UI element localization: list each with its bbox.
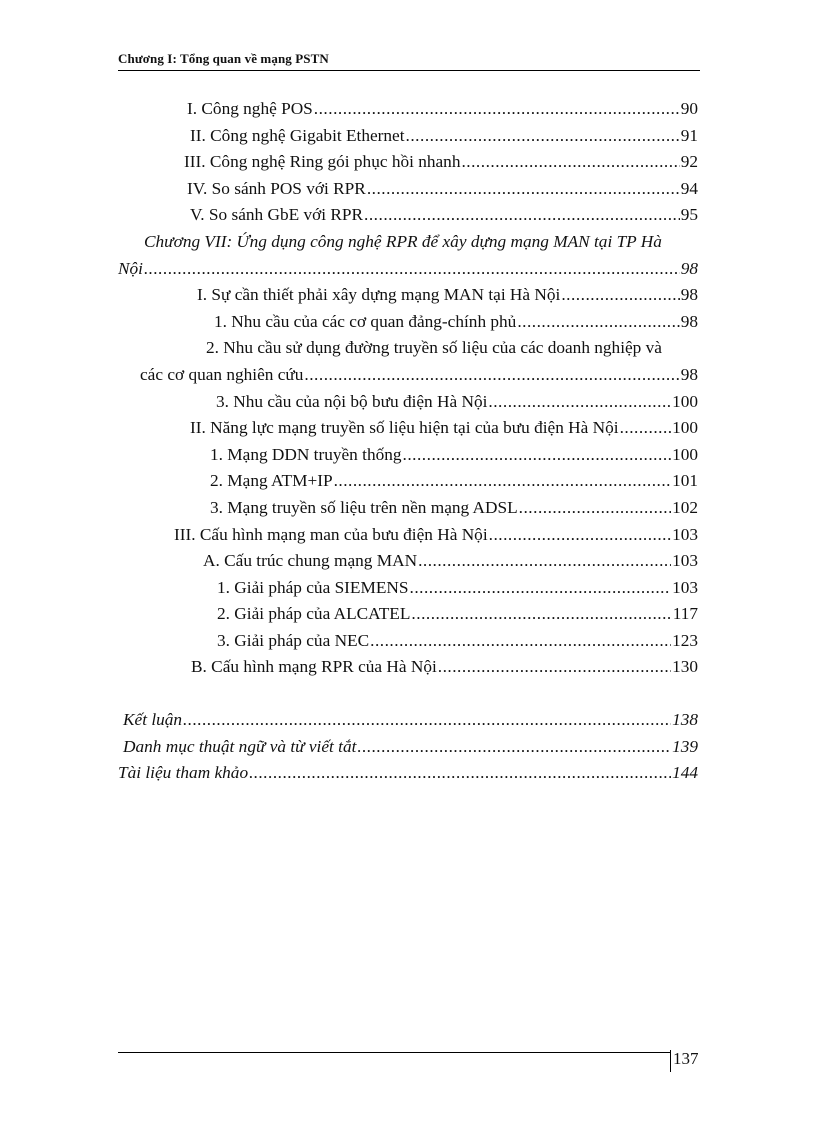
toc-entry-siemens[interactable] xyxy=(118,575,698,602)
toc-entry-internal-needs[interactable] xyxy=(118,389,698,416)
toc-entry-page: 90 xyxy=(680,99,698,118)
footer-page-bar xyxy=(670,1050,671,1072)
toc-entry-alcatel[interactable] xyxy=(118,601,698,628)
running-header xyxy=(118,50,700,71)
leader-dots xyxy=(438,654,671,681)
toc-entry-page: 98 xyxy=(680,285,698,305)
toc-entry-page: 103 xyxy=(672,524,698,544)
toc-entry-label: II. Năng lực mạng truyền số liệu hiện tại của bưu điện Hà Nội xyxy=(190,418,619,438)
toc-entry-page: 144 xyxy=(672,763,698,783)
toc-entry-page: 98 xyxy=(680,311,698,331)
leader-dots xyxy=(314,96,680,123)
toc-entry-label: 1. Giải pháp của SIEMENS xyxy=(217,577,409,597)
footer-divider xyxy=(118,1052,671,1053)
toc-entry-label: B. Cấu hình mạng RPR của Hà Nội xyxy=(191,657,437,677)
toc-entry-page: 101 xyxy=(672,471,698,491)
toc-entry-page: 100 xyxy=(672,444,698,464)
toc-entry-page: 98 xyxy=(680,258,698,278)
toc-entry-label: 2. Mạng ATM+IP xyxy=(210,471,333,491)
toc-entry-page: 100 xyxy=(672,391,698,411)
leader-dots xyxy=(249,760,671,787)
toc-entry-enterprise-needs[interactable] xyxy=(118,335,698,388)
toc-entry-label: I. Công nghệ POS xyxy=(187,99,313,118)
toc-entry-page: 138 xyxy=(672,710,698,730)
toc-entry-page: 139 xyxy=(672,736,698,756)
toc-entry-page: 98 xyxy=(680,364,698,384)
leader-dots xyxy=(517,309,679,336)
toc-entry-label: các cơ quan nghiên cứu xyxy=(140,364,304,384)
toc-entry-page: 100 xyxy=(672,418,698,438)
toc-entry-label: Kết luận xyxy=(123,710,183,730)
toc-entry-page: 95 xyxy=(680,205,698,225)
toc-entry-gigabit-ethernet[interactable] xyxy=(118,123,698,150)
leader-dots xyxy=(304,362,679,389)
toc-entry-page: 91 xyxy=(680,125,698,145)
toc-entry-chapter-7[interactable] xyxy=(118,229,698,282)
toc-entry-ring[interactable] xyxy=(118,149,698,176)
leader-dots xyxy=(519,495,671,522)
leader-dots xyxy=(410,575,672,602)
toc-entry-conclusion[interactable] xyxy=(118,707,698,734)
toc-entry-references[interactable] xyxy=(118,760,698,787)
toc-entry-label-line1: Chương VII: Ứng dụng công nghệ RPR để xây dựng mạng MAN tại TP Hà xyxy=(144,231,662,251)
toc-entry-page: 103 xyxy=(672,551,698,571)
toc-entry-capacity[interactable] xyxy=(118,415,698,442)
toc-entry-page: 117 xyxy=(672,604,698,624)
toc-entry-label: 2. Giải pháp của ALCATEL xyxy=(217,604,411,624)
toc-entry-label: II. Công nghệ Gigabit Ethernet xyxy=(190,125,405,145)
toc-entry-label: Nội xyxy=(118,258,143,278)
toc-entry-label: Tài liệu tham khảo xyxy=(118,763,249,783)
toc-entry-label: 1. Nhu cầu của các cơ quan đảng-chính phủ xyxy=(214,311,517,331)
toc-entry-page: 123 xyxy=(672,630,698,650)
leader-dots xyxy=(488,389,671,416)
toc-entry-adsl[interactable] xyxy=(118,495,698,522)
leader-dots xyxy=(144,256,680,283)
toc-entry-page: 130 xyxy=(672,657,698,677)
toc-entry-page: 94 xyxy=(680,178,698,198)
table-of-contents xyxy=(118,96,698,787)
toc-entry-gbe-vs-rpr[interactable] xyxy=(118,202,698,229)
leader-dots xyxy=(406,123,680,150)
leader-dots xyxy=(364,202,680,229)
leader-dots xyxy=(334,468,672,495)
toc-entry-man-config[interactable] xyxy=(118,522,698,549)
leader-dots xyxy=(561,282,679,309)
toc-entry-label: 3. Nhu cầu của nội bộ bưu điện Hà Nội xyxy=(216,391,488,411)
toc-entry-rpr-config[interactable] xyxy=(118,654,698,681)
toc-entry-gov-needs[interactable] xyxy=(118,309,698,336)
header-title: Chương I: Tổng quan về mạng PSTN xyxy=(118,51,329,66)
toc-entry-page: 102 xyxy=(672,497,698,517)
section-gap xyxy=(118,681,698,707)
toc-entry-nec[interactable] xyxy=(118,628,698,655)
toc-entry-label: I. Sự cần thiết phải xây dựng mạng MAN tại Hà Nội xyxy=(197,285,561,305)
leader-dots xyxy=(403,442,672,469)
toc-entry-label-line1: 2. Nhu cầu sử dụng đường truyền số liệu của các doanh nghiệp và xyxy=(206,338,662,358)
toc-entry-ddn[interactable] xyxy=(118,442,698,469)
leader-dots xyxy=(370,628,671,655)
leader-dots xyxy=(620,415,672,442)
toc-entry-man-structure[interactable] xyxy=(118,548,698,575)
toc-entry-page: 103 xyxy=(672,577,698,597)
toc-entry-atm-ip[interactable] xyxy=(118,468,698,495)
toc-entry-man-necessity[interactable] xyxy=(118,282,698,309)
toc-entry-label: IV. So sánh POS với RPR xyxy=(187,178,366,198)
toc-entry-label: 3. Mạng truyền số liệu trên nền mạng ADSL xyxy=(210,497,518,517)
toc-entry-glossary[interactable] xyxy=(118,734,698,761)
toc-entry-page: 92 xyxy=(680,152,698,172)
toc-entry-label: III. Cấu hình mạng man của bưu điện Hà Nội xyxy=(174,524,488,544)
toc-entry-label: Danh mục thuật ngữ và từ viết tắt xyxy=(123,736,357,756)
leader-dots xyxy=(411,601,671,628)
toc-entry-label: III. Công nghệ Ring gói phục hồi nhanh xyxy=(184,152,461,172)
toc-entry-pos-vs-rpr[interactable] xyxy=(118,176,698,203)
page-number: 137 xyxy=(673,1049,699,1068)
toc-entry-label: A. Cấu trúc chung mạng MAN xyxy=(203,551,418,571)
leader-dots xyxy=(367,176,680,203)
leader-dots xyxy=(418,548,671,575)
leader-dots xyxy=(489,522,671,549)
leader-dots xyxy=(357,734,671,761)
leader-dots xyxy=(461,149,679,176)
toc-entry-label: 1. Mạng DDN truyền thống xyxy=(210,444,402,464)
leader-dots xyxy=(183,707,671,734)
toc-entry-pos[interactable] xyxy=(118,96,698,123)
toc-entry-label: V. So sánh GbE với RPR xyxy=(190,205,364,225)
toc-entry-label: 3. Giải pháp của NEC xyxy=(217,630,370,650)
